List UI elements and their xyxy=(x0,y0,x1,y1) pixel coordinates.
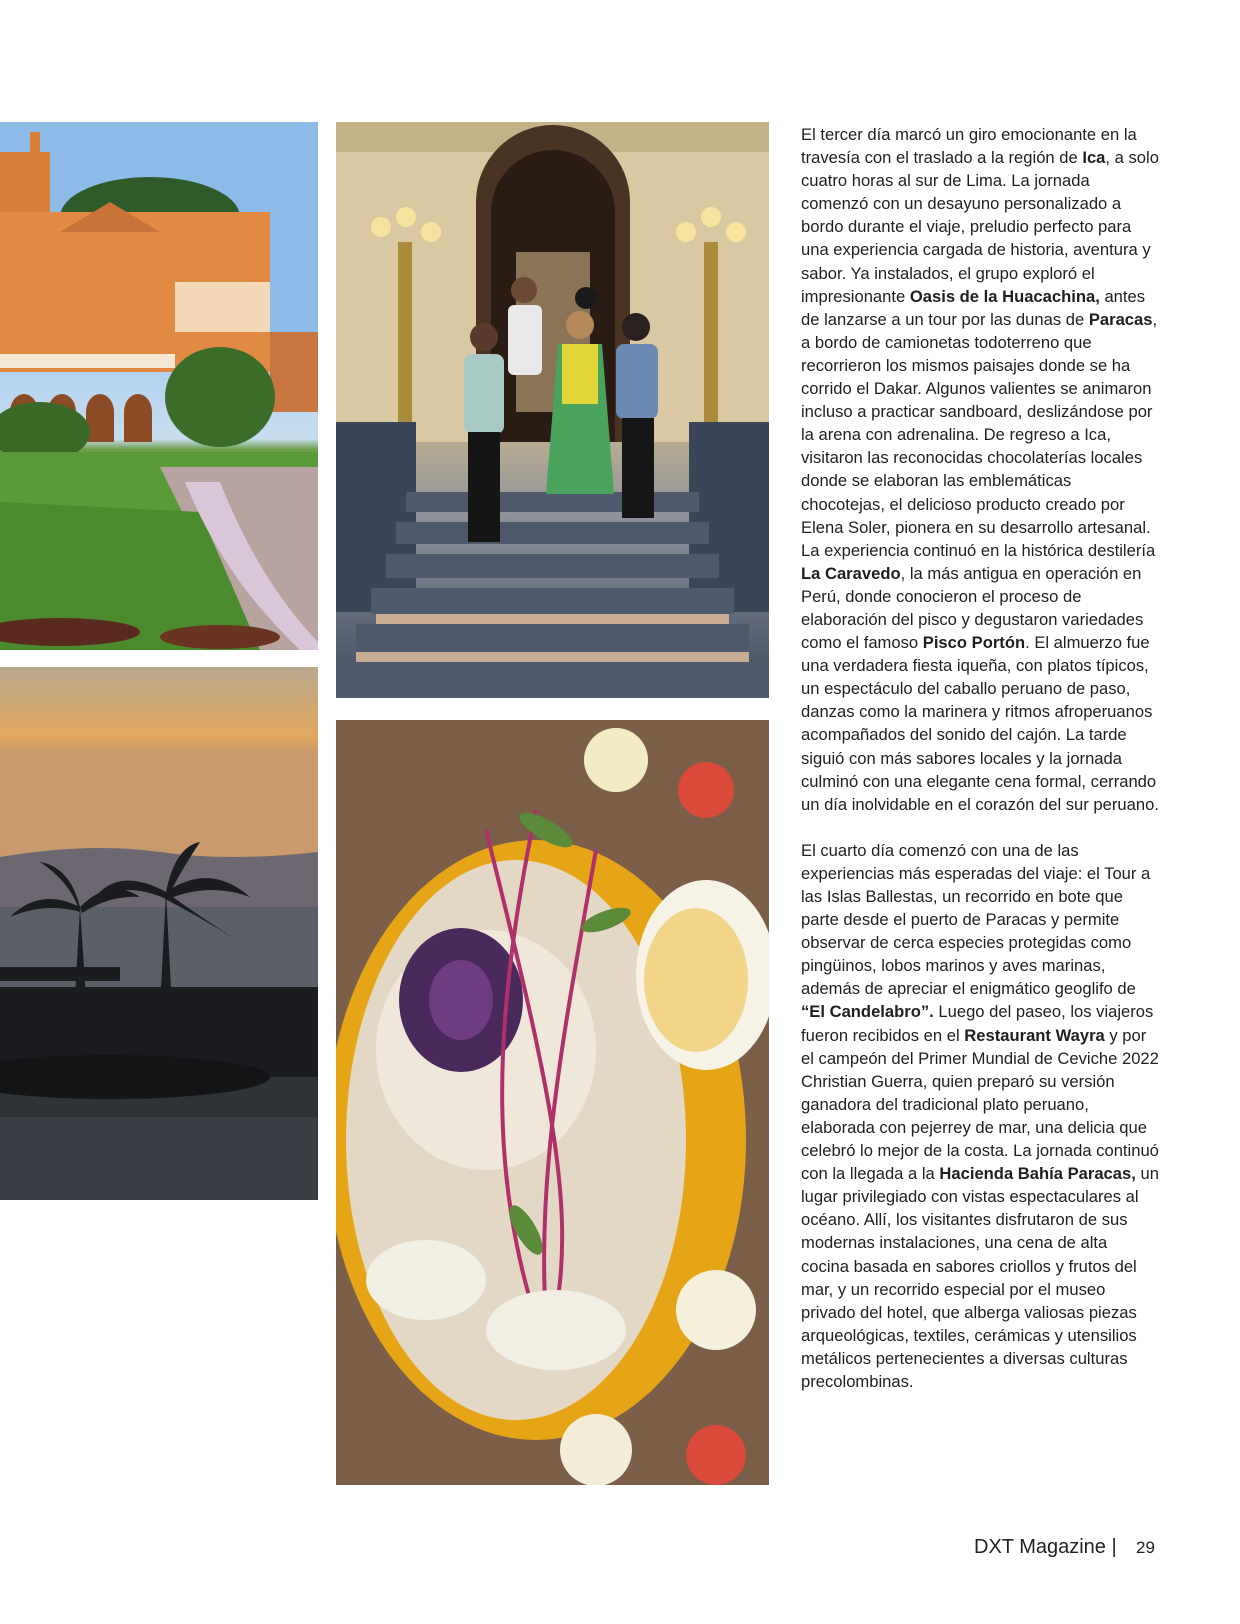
ceviche-illustration xyxy=(336,720,769,1485)
article-body xyxy=(801,123,1159,1393)
article-paragraph-day4: El cuarto día comenzó con una de las experiencias más esperadas del viaje: el Tour a las Islas Ballestas, un recorrido en bote que parte desde el puerto de Paracas y permite observar de cerca especies protegidas como pingüinos, lobos marinos y aves marinas, además de apreciar el enigmático geoglifo de “El Candelabro”. Luego del paseo, los viajeros fueron recibidos en el Restaurant Wayra y por el campeón del Primer Mundial de Ceviche 2022 Christian Guerra, quien preparó su versión ganadora del tradicional plato peruano, elaborada con pejerrey de mar, una delicia que celebró lo mejor de la costa. La jornada continuó con la llegada a la Hacienda Bahía Paracas, un lugar privilegiado con vistas espectaculares al océano. Allí, los visitantes disfrutaron de sus modernas instalaciones, una cena de alta cocina basada en sabores criollos y frutos del mar, y un recorrido especial por el museo privado del hotel, que alberga valiosas piezas arqueológicas, textiles, cerámicas y utensilios metálicos pertenecientes a diversas culturas precolombinas. xyxy=(801,840,1159,1391)
group-illustration xyxy=(336,122,769,698)
page-footer xyxy=(940,1536,1160,1566)
ceviche-photo xyxy=(336,720,769,1485)
sunset-photo xyxy=(0,667,318,1200)
sunset-illustration xyxy=(0,667,318,1200)
hacienda-photo xyxy=(0,122,318,650)
group-photo xyxy=(336,122,769,698)
magazine-name: DXT Magazine | xyxy=(974,1536,1117,1558)
hacienda-illustration xyxy=(0,122,318,650)
article-paragraph-day3: El tercer día marcó un giro emocionante en la travesía con el traslado a la región de Ica, a solo cuatro horas al sur de Lima. La jornada comenzó con un desayuno personalizado a bordo durante el viaje, preludio perfecto para una experiencia cargada de historia, aventura y sabor. Ya instalados, el grupo exploró el impresionante Oasis de la Huacachina, antes de lanzarse a un tour por las dunas de Paracas, a bordo de camionetas todoterreno que recorrieron los mismos paisajes donde se ha corrido el Dakar. Algunos valientes se animaron incluso a practicar sandboard, deslizándose por la arena con adrenalina. De regreso a Ica, visitaron las reconocidas chocolaterías locales donde se elaboran las emblemáticas chocotejas, el delicioso producto creado por Elena Soler, pionera en su desarrollo artesanal. La experiencia continuó en la histórica destilería La Caravedo, la más antigua en operación en Perú, donde conocieron el proceso de elaboración del pisco y degustaron variedades como el famoso Pisco Portón. El almuerzo fue una verdadera fiesta iqueña, con platos típicos, un espectáculo del caballo peruano de paso, danzas como la marinera y ritmos afroperuanos acompañados del sonido del cajón. La tarde siguió con más sabores locales y la jornada culminó con una elegante cena formal, cerrando un día inolvidable en el corazón del sur peruano. xyxy=(801,125,1159,814)
page-number: 29 xyxy=(1136,1538,1155,1557)
